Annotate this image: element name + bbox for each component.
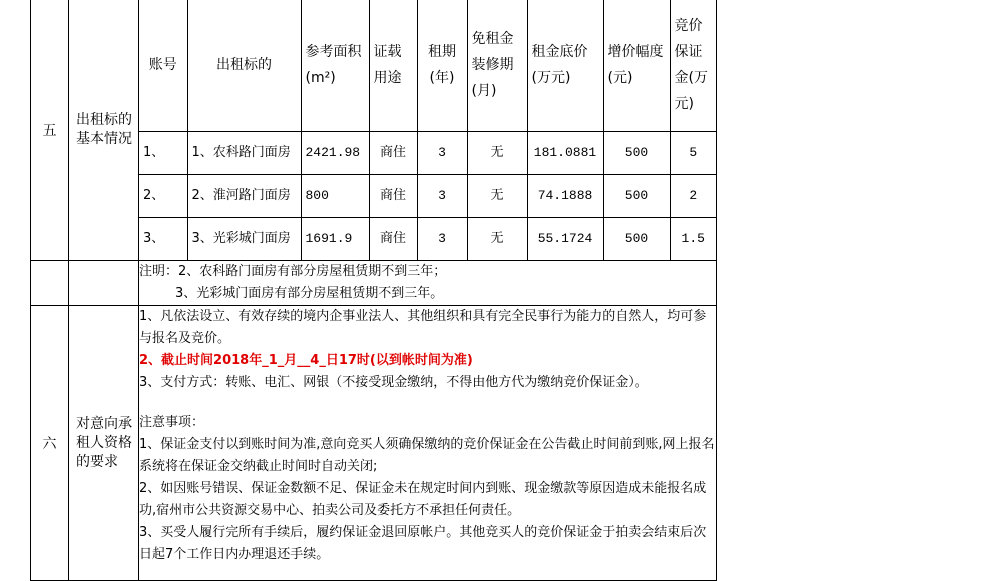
empty-cell [31, 261, 69, 306]
header-free-period: 免租金装修期(月) [467, 0, 527, 132]
header-usage: 证载用途 [369, 0, 417, 132]
row-term: 3 [417, 175, 467, 218]
header-area: 参考面积(m²) [301, 0, 369, 132]
row-no: 1、 [139, 132, 187, 175]
notice-paragraph: 1、保证金支付以到账时间为准,意向竞买人须确保缴纳的竞价保证金在公告截止时间前到账,网上报名系统将在保证金交纳截止时间时自动关闭; [139, 437, 715, 474]
deadline-text: 2、截止时间2018年_1_月__4_日17时(以到帐时间为准) [139, 353, 473, 368]
header-deposit: 竞价保证金(万元) [670, 0, 716, 132]
header-base-price: 租金底价(万元) [527, 0, 603, 132]
row-target: 1、农科路门面房 [187, 132, 301, 175]
section-label-5: 出租标的基本情况 [69, 0, 139, 261]
requirement-paragraph: 1、凡依法设立、有效存续的境内企事业法人、其他组织和具有完全民事行为能力的自然人，均可参与报名及竞价。 [139, 309, 707, 346]
header-account: 账号 [139, 0, 187, 132]
row-increment: 500 [603, 175, 670, 218]
row-free: 无 [467, 132, 527, 175]
row-target: 2、淮河路门面房 [187, 175, 301, 218]
section-number-6: 六 [31, 306, 69, 581]
row-price: 74.1888 [527, 175, 603, 218]
row-increment: 500 [603, 132, 670, 175]
row-usage: 商住 [369, 175, 417, 218]
row-free: 无 [467, 218, 527, 261]
notice-paragraph: 2、如因账号错误、保证金数额不足、保证金未在规定时间内到账、现金缴款等原因造成未能报名成功,宿州市公共资源交易中心、拍卖公司及委托方不承担任何责任。 [139, 481, 707, 518]
section-label-6: 对意向承租人资格的要求 [69, 306, 139, 581]
row-free: 无 [467, 175, 527, 218]
header-increment: 增价幅度(元) [603, 0, 670, 132]
row-usage: 商住 [369, 218, 417, 261]
row-price: 181.0881 [527, 132, 603, 175]
row-area: 1691.9 [301, 218, 369, 261]
property-table-cell [139, 0, 717, 261]
row-deposit: 5 [670, 132, 716, 175]
row-term: 3 [417, 218, 467, 261]
row-term: 3 [417, 132, 467, 175]
note-cell [139, 261, 717, 306]
table-row [139, 218, 716, 261]
row-increment: 500 [603, 218, 670, 261]
empty-cell [69, 261, 139, 306]
header-term: 租期(年) [417, 0, 467, 132]
note-line: 3、光彩城门面房有部分房屋租赁期不到三年。 [175, 286, 444, 301]
header-target: 出租标的 [187, 0, 301, 132]
row-no: 2、 [139, 175, 187, 218]
row-deposit: 1.5 [670, 218, 716, 261]
property-table [139, 0, 716, 260]
row-area: 2421.98 [301, 132, 369, 175]
row-target: 3、光彩城门面房 [187, 218, 301, 261]
table-row [139, 132, 716, 175]
note-line: 注明：2、农科路门面房有部分房屋租赁期不到三年； [139, 264, 447, 279]
row-no: 3、 [139, 218, 187, 261]
table-row [139, 175, 716, 218]
requirement-paragraph: 3、支付方式：转账、电汇、网银（不接受现金缴纳，不得由他方代为缴纳竞价保证金）。 [139, 375, 648, 390]
row-usage: 商住 [369, 132, 417, 175]
row-deposit: 2 [670, 175, 716, 218]
row-area: 800 [301, 175, 369, 218]
lease-table [30, 0, 717, 581]
row-price: 55.1724 [527, 218, 603, 261]
requirements-cell [139, 306, 717, 581]
notice-heading: 注意事项： [139, 415, 205, 430]
notice-paragraph: 3、买受人履行完所有手续后，履约保证金退回原帐户。其他竞买人的竞价保证金于拍卖会结束后次日起7个工作日内办理退还手续。 [139, 525, 707, 562]
section-number-5: 五 [31, 0, 69, 261]
